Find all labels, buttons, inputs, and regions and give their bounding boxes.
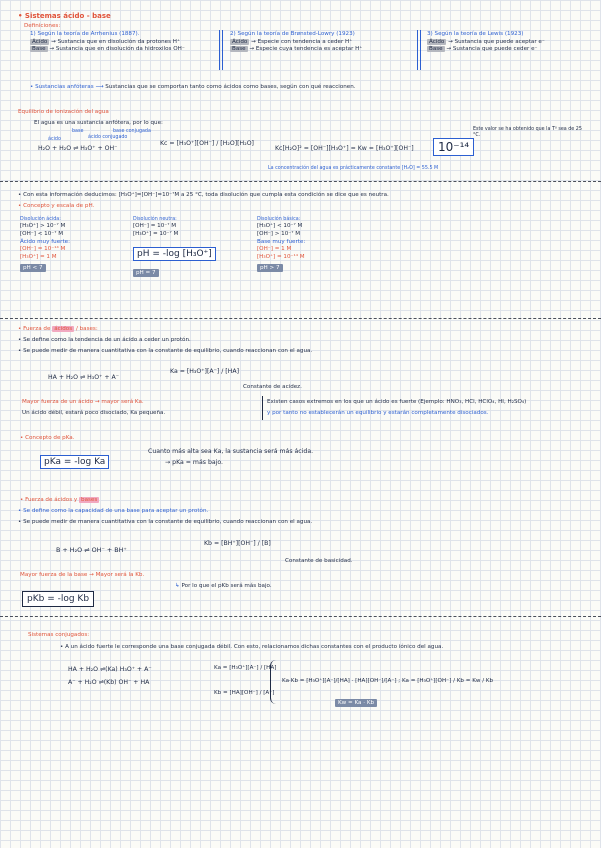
fuerza-acidos-b1: • Se define como la tendencia de un ácido a ceder un protón. (18, 337, 191, 343)
acida-ph: pH < 7 (20, 264, 46, 272)
water-constant-note: La concentración del agua es prácticamente constante [H₂O] = 55.5 M (268, 166, 439, 171)
basica-l3: [OH⁻] = 1 M (257, 246, 292, 253)
pka-note1: Cuanto más alta sea Ka, la sustancia será más ácida. (148, 448, 314, 455)
fuerza-bases-b2: • Se puede medir de manera cuantitativa con la constante de equilibrio, cuando reaccionan con el agua. (18, 519, 313, 525)
arrhenius-base-def: → Sustancia que en disolución da hidroxilos OH⁻ (49, 46, 185, 53)
fuerza-acidos-b2: • Se puede medir de manera cuantitativa con la constante de equilibrio, cuando reaccionan con el agua. (18, 348, 313, 354)
lewis-acido-term: Ácido (429, 38, 445, 45)
kw-value-box: 10⁻¹⁴ (433, 138, 474, 156)
column-divider (417, 30, 418, 70)
ka-label: Constante de acidez. (243, 384, 302, 390)
fuerza-bases-heading-hl: bases (81, 497, 98, 503)
anfoteras-line: • Sustancias anfóteras ⟶ Sustancias que se comportan tanto como ácidos como bases, según con qué reaccionen. (30, 84, 356, 90)
pkb-note-text: Por lo que el pKb será más bajo. (181, 583, 272, 589)
base-reaction: B + H₂O ⇌ OH⁻ + BH⁺ (56, 546, 127, 554)
neutra-ph: pH = 7 (133, 269, 159, 277)
arrhenius-title: 1) Según la teoría de Arrhenius (1887). (30, 31, 140, 37)
acida-title: Disolución ácida: (20, 217, 61, 222)
autoionizacion-heading: Equilibrio de ionización del agua (18, 109, 109, 115)
fuerza-acidos-heading-hl: ácidos (54, 326, 73, 332)
bronsted-acido-def: → Especie con tendencia a ceder H⁺ (251, 38, 353, 45)
acid-mayor: Mayor fuerza de un ácido → mayor será Ka. (22, 399, 144, 405)
conj-reaction-2: A⁻ + H₂O ⇌(Kb) OH⁻ + HA (68, 679, 150, 686)
water-reaction: H₂O + H₂O ⇌ H₃O⁺ + OH⁻ (38, 145, 118, 152)
section-divider (0, 616, 601, 617)
kb-expression: Kb = [BH⁺][OH⁻] / [B] (204, 540, 271, 547)
neutra-l2: [H₃O⁺] = 10⁻⁷ M (133, 231, 179, 238)
acid-debil: Un ácido débil, estará poco disociado, Ka pequeña. (22, 410, 166, 416)
acida-l4: [H₃O⁺] = 1 M (20, 253, 57, 260)
column-divider (219, 30, 220, 70)
autoionizacion-intro: El agua es una sustancia anfótera, por lo que: (34, 120, 163, 126)
basica-title: Disolución básica: (257, 217, 301, 222)
conj-kb: Kb = [HA][OH⁻] / [A⁻] (214, 690, 275, 696)
neutra-title: Disolución neutra: (133, 217, 177, 222)
page-title: • Sistemas ácido - base (18, 12, 111, 20)
column-divider (222, 30, 223, 70)
acid-existen: Existen casos extremos en los que un ácido es fuerte (Ejemplo: HNO₃, HCl, HClO₄, HI, H₂SO₄) (267, 399, 527, 405)
arrhenius-acido-term: Ácido (32, 38, 48, 45)
basica-l4: [H₃O⁺] = 10⁻¹⁴ M (257, 253, 305, 260)
lewis-block (427, 31, 545, 54)
basica-ph: pH > 7 (257, 264, 283, 272)
label-base: base (72, 129, 84, 134)
fuerza-acidos-heading-post: / bases: (75, 326, 98, 332)
conj-ka: Ka = [H₃O⁺][A⁻] / [HA] (214, 665, 277, 671)
brace (270, 660, 276, 704)
anfoteras-def: Sustancias que se comportan tanto como ácidos como bases, según con qué reaccionen. (105, 84, 356, 90)
lewis-acido-def: → Sustancia que puede aceptar e⁻ (448, 38, 545, 45)
ph-formula-box: pH = -log [H₃O⁺] (133, 247, 216, 261)
section-divider (0, 181, 601, 182)
lewis-title: 3) Según la teoría de Lewis (1923) (427, 31, 524, 37)
column-divider (262, 396, 263, 420)
disolucion-basica-col (257, 217, 305, 273)
fuerza-bases-heading-pre: • Fuerza de ácidos y (20, 497, 78, 503)
lewis-base-def: → Sustancia que puede ceder e⁻ (446, 46, 538, 53)
label-conj-base: base conjugada (113, 129, 151, 134)
acid-existen2: y por tanto no establecerán un equilibrio y estarán completamente disociados. (267, 410, 489, 416)
pka-heading: • Concepto de pKa. (20, 435, 75, 441)
definiciones-heading: Definiciones: (24, 23, 61, 29)
acid-reaction: HA + H₂O ⇌ H₃O⁺ + A⁻ (48, 374, 120, 381)
pkb-formula-box: pKb = -log Kb (22, 591, 94, 607)
disolucion-acida-col (20, 217, 70, 273)
neutra-l1: [OH⁻] = 10⁻⁷ M (133, 223, 177, 230)
ka-expression: Ka = [H₃O⁺][A⁻] / [HA] (170, 368, 240, 375)
fuerza-acidos-heading (18, 326, 98, 334)
base-mayor: Mayor fuerza de la base → Mayor será la Kb. (20, 572, 145, 578)
anfoteras-label: • Sustancias anfóteras (30, 84, 94, 90)
acida-sub: Ácido muy fuerte: (20, 238, 70, 245)
disolucion-neutra-col (133, 217, 216, 277)
column-divider (420, 30, 421, 70)
fuerza-bases-heading (20, 497, 99, 505)
kc-expression: Kc = [H₃O⁺][OH⁻] / [H₂O][H₂O] (160, 140, 254, 147)
kw-chain: Kc[H₂O]² = [OH⁻][H₃O⁺] = Kw = [H₃O⁺][OH⁻] (275, 145, 414, 152)
acid-mayor-line (22, 399, 144, 407)
arrhenius-base-term: Base (32, 46, 46, 53)
fuerza-bases-b1: • Se define como la capacidad de una base para aceptar un protón. (18, 508, 209, 514)
ph-concept-heading: • Concepto y escala de pH. (18, 203, 95, 209)
pka-formula-box: pKa = -log Ka (40, 455, 109, 469)
acida-l3: [OH⁻] = 10⁻¹⁴ M (20, 246, 66, 253)
conj-reaction-1: HA + H₂O ⇌(Ka) H₃O⁺ + A⁻ (68, 666, 152, 673)
bronsted-title: 2) Según la teoría de Brønsted-Lowry (1923) (230, 31, 355, 37)
lewis-base-term: Base (429, 46, 443, 53)
section-divider (0, 318, 601, 319)
kb-label: Constante de basicidad. (285, 558, 353, 564)
pka-note2: → pKa = más bajo. (165, 459, 224, 466)
conj-product: Ka·Kb = [H₃O⁺][A⁻]/[HA] · [HA][OH⁻]/[A⁻] ; Ka = [H₃O⁺][OH⁻] / Kb = Kw / Kb (282, 678, 494, 684)
arrhenius-block (30, 31, 185, 54)
basica-sub: Base muy fuerte: (257, 238, 306, 245)
neutra-line: • Con esta información deducimos: [H₃O⁺]=[OH⁻]=10⁻⁷M a 25 °C, toda disolución que cumpla esta condición se dice que es neutra. (18, 192, 389, 198)
basica-l2: [OH⁻] > 10⁻⁷ M (257, 231, 301, 238)
conj-result: Kw = Ka · Kb (335, 699, 377, 707)
basica-l1: [H₃O⁺] < 10⁻⁷ M (257, 223, 303, 230)
acida-l2: [OH⁻] < 10⁻⁷ M (20, 231, 64, 238)
pkb-note: ↳ Por lo que el pKb será más bajo. (175, 583, 272, 589)
fuerza-acidos-heading-pre: • Fuerza de (18, 326, 51, 332)
label-conj-acido: ácido conjugado (88, 135, 128, 140)
bronsted-base-term: Base (232, 46, 246, 53)
kw-note: Este valor se ha obtenido que la T⁰ sea de 25 °C. (473, 127, 582, 139)
conjugados-heading: Sistemas conjugados: (28, 632, 90, 638)
conjugados-intro: • A un ácido fuerte le corresponde una base conjugada débil. Con esto, relacionamos dichas constantes con el producto iónico del agua. (60, 644, 444, 650)
arrhenius-acido-def: → Sustancia que en disolución da protones H⁺ (51, 38, 180, 45)
conj-result-wrap (335, 700, 377, 708)
bronsted-block (230, 31, 362, 54)
label-acido: ácido (48, 137, 61, 142)
acida-l1: [H₃O⁺] > 10⁻⁷ M (20, 223, 66, 230)
bronsted-acido-term: Ácido (232, 38, 248, 45)
bronsted-base-def: → Especie cuya tendencia es aceptar H⁺ (249, 46, 363, 53)
